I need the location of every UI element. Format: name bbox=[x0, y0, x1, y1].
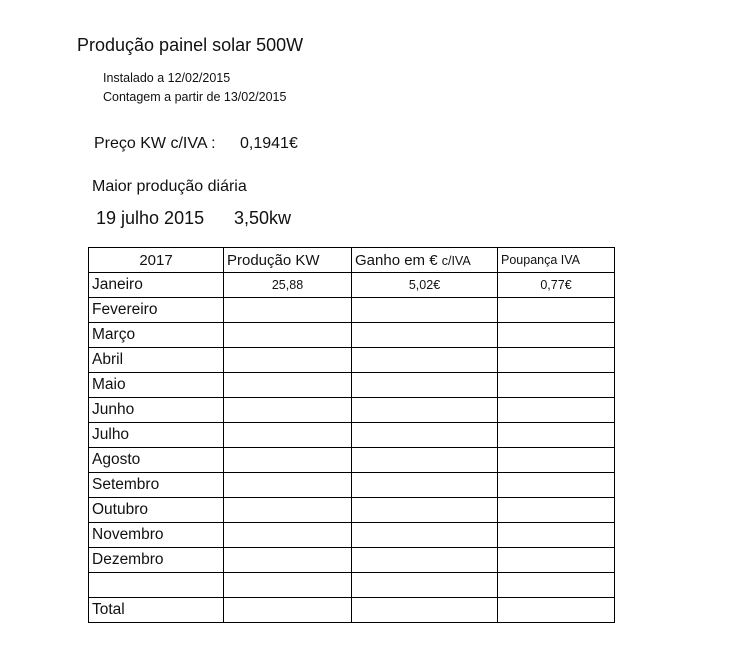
gain-cell bbox=[352, 298, 498, 323]
savings-cell bbox=[498, 548, 615, 573]
table-header-row bbox=[89, 248, 615, 273]
page-title: Produção painel solar 500W bbox=[77, 35, 304, 55]
table-row bbox=[89, 273, 615, 298]
production-cell bbox=[224, 348, 352, 373]
gain-header-suffix: c/IVA bbox=[441, 253, 471, 268]
table-row bbox=[89, 348, 615, 373]
production-cell: 25,88 bbox=[224, 273, 352, 298]
table-row bbox=[89, 548, 615, 573]
month-cell: Março bbox=[89, 323, 224, 348]
production-cell bbox=[224, 323, 352, 348]
savings-cell: 0,77€ bbox=[498, 273, 615, 298]
gain-cell bbox=[352, 548, 498, 573]
max-production-value: 3,50kw bbox=[234, 208, 292, 228]
table-row bbox=[89, 298, 615, 323]
savings-cell bbox=[498, 523, 615, 548]
month-cell: Outubro bbox=[89, 498, 224, 523]
table-row bbox=[89, 423, 615, 448]
price-value: 0,1941€ bbox=[240, 135, 298, 152]
production-table bbox=[88, 247, 615, 623]
month-cell: Abril bbox=[89, 348, 224, 373]
savings-cell bbox=[498, 323, 615, 348]
table-row bbox=[89, 323, 615, 348]
production-header: Produção KW bbox=[224, 248, 352, 273]
month-cell: Janeiro bbox=[89, 273, 224, 298]
gain-cell bbox=[352, 423, 498, 448]
savings-cell bbox=[498, 298, 615, 323]
savings-cell bbox=[498, 598, 615, 623]
counting-start-date: Contagem a partir de 13/02/2015 bbox=[103, 90, 287, 104]
installed-date: Instalado a 12/02/2015 bbox=[103, 71, 231, 85]
gain-cell bbox=[352, 598, 498, 623]
month-cell: Setembro bbox=[89, 473, 224, 498]
table-row bbox=[89, 398, 615, 423]
max-production-date: 19 julho 2015 bbox=[96, 208, 205, 228]
price-label: Preço KW c/IVA : bbox=[94, 135, 216, 152]
month-cell: Agosto bbox=[89, 448, 224, 473]
month-cell: Novembro bbox=[89, 523, 224, 548]
gain-cell bbox=[352, 523, 498, 548]
table-row bbox=[89, 448, 615, 473]
gain-cell bbox=[352, 498, 498, 523]
production-cell bbox=[224, 573, 352, 598]
gain-cell bbox=[352, 323, 498, 348]
gain-cell bbox=[352, 398, 498, 423]
production-cell bbox=[224, 498, 352, 523]
production-cell bbox=[224, 398, 352, 423]
savings-cell bbox=[498, 448, 615, 473]
savings-cell bbox=[498, 348, 615, 373]
gain-cell bbox=[352, 473, 498, 498]
production-cell bbox=[224, 423, 352, 448]
production-cell bbox=[224, 448, 352, 473]
gain-cell bbox=[352, 373, 498, 398]
gain-header bbox=[352, 248, 498, 273]
month-cell: Dezembro bbox=[89, 548, 224, 573]
production-cell bbox=[224, 523, 352, 548]
production-cell bbox=[224, 548, 352, 573]
table-row bbox=[89, 523, 615, 548]
table-row bbox=[89, 598, 615, 623]
month-cell: Julho bbox=[89, 423, 224, 448]
savings-cell bbox=[498, 573, 615, 598]
production-cell bbox=[224, 373, 352, 398]
production-cell bbox=[224, 473, 352, 498]
savings-cell bbox=[498, 473, 615, 498]
month-cell bbox=[89, 573, 224, 598]
table-row bbox=[89, 473, 615, 498]
savings-cell bbox=[498, 373, 615, 398]
table-row bbox=[89, 373, 615, 398]
savings-header: Poupança IVA bbox=[498, 248, 615, 273]
gain-cell: 5,02€ bbox=[352, 273, 498, 298]
savings-cell bbox=[498, 423, 615, 448]
production-cell bbox=[224, 298, 352, 323]
gain-cell bbox=[352, 573, 498, 598]
gain-cell bbox=[352, 448, 498, 473]
max-production-label: Maior produção diária bbox=[92, 178, 247, 195]
month-cell: Junho bbox=[89, 398, 224, 423]
gain-cell bbox=[352, 348, 498, 373]
gain-header-label: Ganho em € bbox=[355, 251, 438, 269]
savings-cell bbox=[498, 398, 615, 423]
savings-cell bbox=[498, 498, 615, 523]
month-cell: Fevereiro bbox=[89, 298, 224, 323]
month-cell: Total bbox=[89, 598, 224, 623]
production-cell bbox=[224, 598, 352, 623]
year-header: 2017 bbox=[89, 248, 224, 273]
table-row bbox=[89, 573, 615, 598]
month-cell: Maio bbox=[89, 373, 224, 398]
table-row bbox=[89, 498, 615, 523]
